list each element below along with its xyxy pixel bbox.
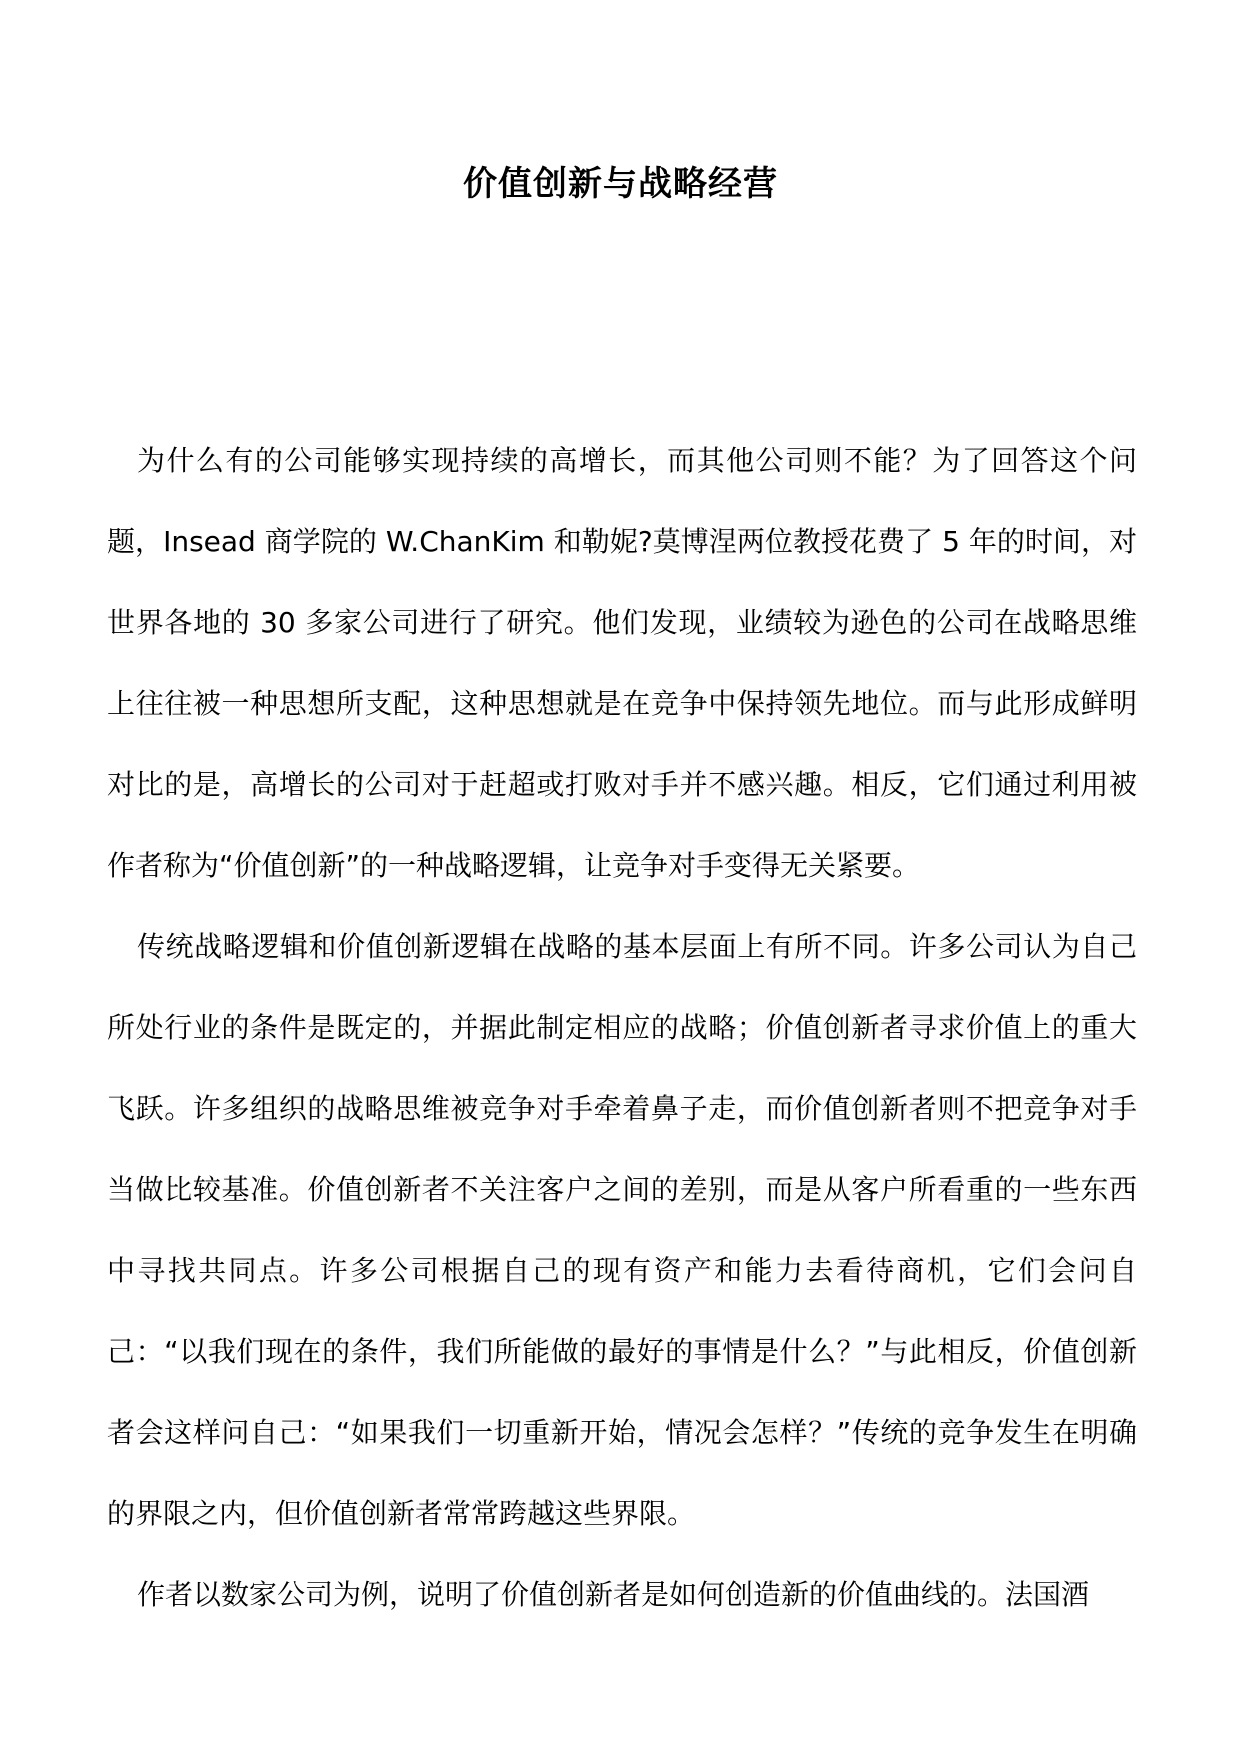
paragraph-2: 传统战略逻辑和价值创新逻辑在战略的基本层面上有所不同。许多公司认为自己所处行业的条件是既定的，并据此制定相应的战略；价值创新者寻求价值上的重大飞跃。许多组织的战略思维被竞争对手牵着鼻子走，而价值创新者则不把竞争对手当做比较基准。价值创新者不关注客户之间的差别，而是从客户所看重的一些东西中寻找共同点。许多公司根据自己的现有资产和能力去看待商机，它们会问自己：“以我们现在的条件，我们所能做的最好的事情是什么？”与此相反，价值创新者会这样问自己：“如果我们一切重新开始，情况会怎样？”传统的竞争发生在明确的界限之内，但价值创新者常常跨越这些界限。 bbox=[107, 930, 1137, 1530]
document-body bbox=[107, 420, 1137, 1635]
document-title: 价值创新与战略经营 bbox=[463, 164, 778, 204]
paragraph-1: 为什么有的公司能够实现持续的高增长，而其他公司则不能？为了回答这个问题，Insead 商学院的 W.ChanKim 和勒妮?莫博涅两位教授花费了 5 年的时间，对世界各地的 30 多家公司进行了研究。他们发现，业绩较为逊色的公司在战略思维上往往被一种思想所支配，这种思想就是在竞争中保持领先地位。而与此形成鲜明对比的是，高增长的公司对于赶超或打败对手并不感兴趣。相反，它们通过利用被作者称为“价值创新”的一种战略逻辑，让竞争对手变得无关紧要。 bbox=[107, 444, 1137, 882]
paragraph-3: 作者以数家公司为例，说明了价值创新者是如何创造新的价值曲线的。法国酒 bbox=[137, 1578, 1090, 1611]
